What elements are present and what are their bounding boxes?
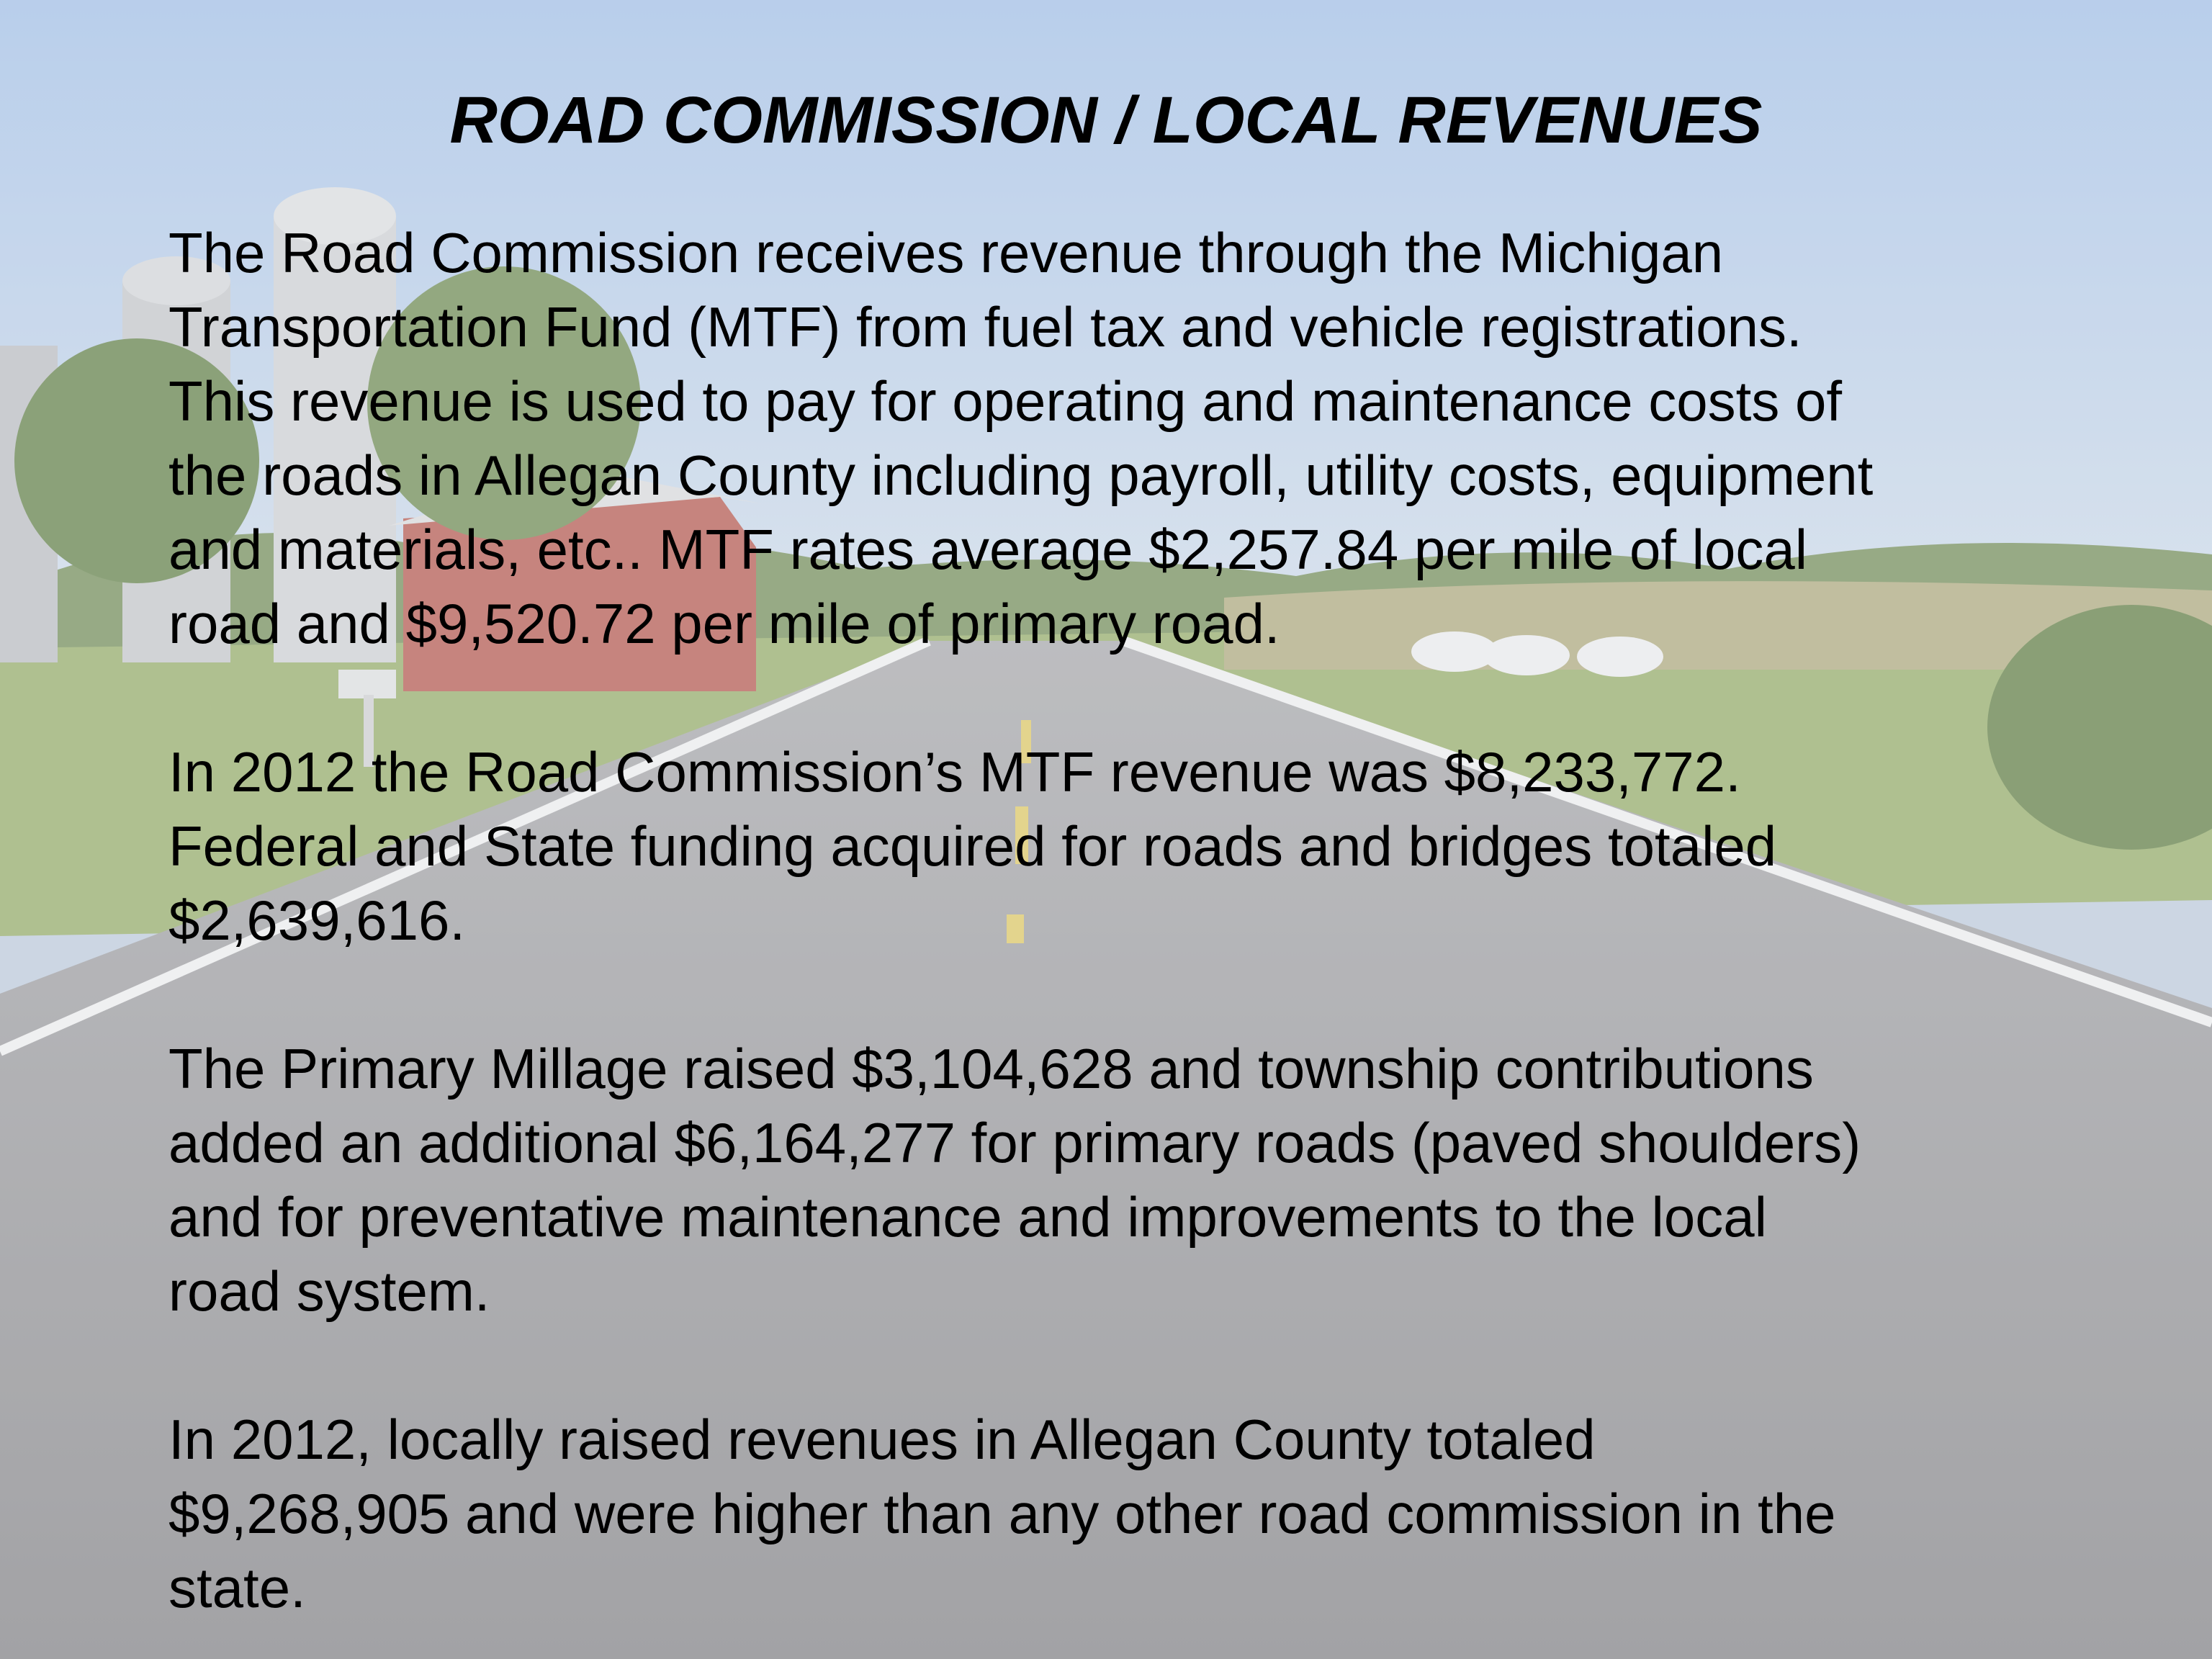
paragraph-primary-millage: The Primary Millage raised $3,104,628 and township contributions added an additional $6,164,277 for primary roads (paved shoulders) and for preventative maintenance and improvements to the local road system. bbox=[168, 1037, 1861, 1323]
paragraph-mtf-overview: The Road Commission receives revenue through the Michigan Transportation Fund (MTF) from fuel tax and vehicle registrations. This revenue is used to pay for operating and maintenance costs of the roads in Allegan County including payroll, utility costs, equipment and materials, etc.. MTF rates average $2,257.84 per mile of local road and $9,520.72 per mile of primary road. bbox=[168, 221, 1874, 655]
paragraph-2012-mtf-revenue: In 2012 the Road Commission’s MTF revenue was $8,233,772. Federal and State funding acquired for roads and bridges totaled $2,639,616. bbox=[168, 740, 1777, 952]
page-title: ROAD COMMISSION / LOCAL REVENUES bbox=[449, 84, 1763, 157]
slide-body bbox=[168, 216, 2084, 1625]
paragraph-local-revenues: In 2012, locally raised revenues in Allegan County totaled $9,268,905 and were higher than any other road commission in the state. bbox=[168, 1408, 1836, 1619]
